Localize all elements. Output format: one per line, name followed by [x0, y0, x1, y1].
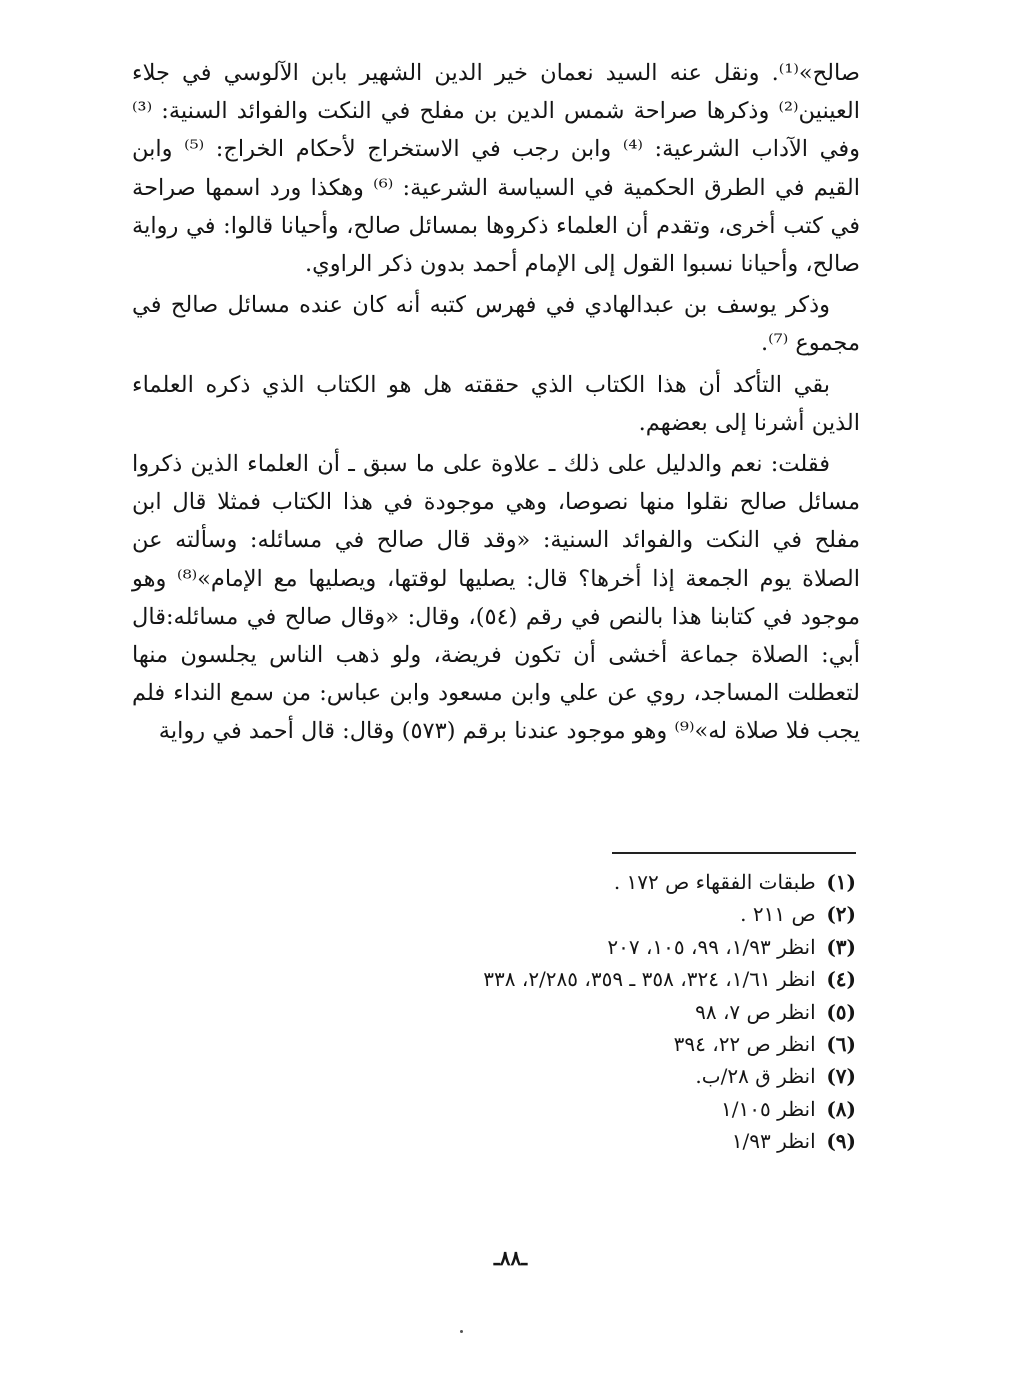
scan-speck	[460, 1330, 463, 1333]
footnote-2	[300, 898, 856, 930]
paragraph-4: فقلت: نعم والدليل على ذلك ـ علاوة على ما سبق ـ أن العلماء الذين ذكروا مسائل صالح نقلوا منها نصوصا، وهي موجودة في هذا الكتاب فمثلا قال ابن مفلح في النكت والفوائد السنية: «وقد قال صالح في مسائله: وسألته عن الصلاة يوم الجمعة إذا أخرها؟ قال: يصليها لوقتها، ويصليها مع الإمام»⁽⁸⁾ وهو موجود في كتابنا هذا بالنص في رقم (٥٤)، وقال: «وقال صالح في مسائله:قال أبي: الصلاة جماعة أخشى أن تكون فريضة، ولو ذهب الناس يجلسون منها لتعطلت المساجد، روي عن علي وابن مسعود وابن عباس: من سمع النداء فلم يجب فلا صلاة له»⁽⁹⁾ وهو موجود عندنا برقم (٥٧٣) وقال: قال أحمد في رواية	[132, 451, 861, 745]
footnote-number: (٣)	[826, 934, 856, 959]
footnote-number: (٦)	[826, 1032, 856, 1057]
footnote-number: (٥)	[826, 999, 856, 1024]
footnote-number: (٧)	[826, 1064, 856, 1089]
footnote-text: انظر ١/٦١، ٣٢٤، ٣٥٨ ـ ٣٥٩، ٢/٢٨٥، ٣٣٨	[483, 967, 816, 992]
footnote-text: انظر ص ٧، ٩٨	[695, 999, 816, 1024]
footnote-text: انظر ١/٩٣	[731, 1129, 816, 1154]
footnote-6	[300, 1028, 856, 1060]
paragraph-2: وذكر يوسف بن عبدالهادي في فهرس كتبه أنه كان عنده مسائل صالح في مجموع ⁽⁷⁾.	[132, 292, 860, 357]
footnote-1	[300, 866, 856, 898]
footnote-4	[300, 963, 856, 995]
footnote-number: (٩)	[826, 1129, 856, 1154]
footnote-text: انظر ق ٢٨/ب.	[695, 1064, 816, 1089]
footnote-text: ص ٢١١ .	[740, 902, 816, 927]
main-text	[132, 54, 860, 754]
footnote-number: (٢)	[826, 902, 856, 927]
footnote-number: (٤)	[826, 967, 856, 992]
footnote-9	[300, 1125, 856, 1157]
footnote-8	[300, 1093, 856, 1125]
paragraph-1: صالح»⁽¹⁾. ونقل عنه السيد نعمان خير الدين الشهير بابن الآلوسي في جلاء العينين⁽²⁾ وذكرها صراحة شمس الدين بن مفلح في النكت والفوائد السنية: ⁽³⁾ وفي الآداب الشرعية: ⁽⁴⁾ وابن رجب في الاستخراج لأحكام الخراج: ⁽⁵⁾ وابن القيم في الطرق الحكمية في السياسة الشرعية: ⁽⁶⁾ وهكذا ورد اسمها صراحة في كتب أخرى، وتقدم أن العلماء ذكروها بمسائل صالح، وأحيانا قالوا: في رواية صالح، وأحيانا نسبوا القول إلى الإمام أحمد بدون ذكر الراوي.	[132, 60, 860, 278]
footnotes	[300, 866, 856, 1158]
footnote-text: انظر ١/٩٣، ٩٩، ١٠٥، ٢٠٧	[607, 934, 816, 959]
footnote-7	[300, 1060, 856, 1092]
footnote-separator	[612, 852, 856, 854]
footnote-text: طبقات الفقهاء ص ١٧٢ .	[613, 870, 816, 894]
footnote-5	[300, 996, 856, 1028]
footnote-number: (١)	[826, 870, 856, 894]
paragraph-3: بقي التأكد أن هذا الكتاب الذي حققته هل هو الكتاب الذي ذكره العلماء الذين أشرنا إلى بعضهم.	[132, 371, 860, 436]
footnote-text: انظر ١/١٠٥	[721, 1096, 816, 1121]
page-number: ـ٨٨ـ	[493, 1246, 528, 1270]
footnote-text: انظر ص ٢٢، ٣٩٤	[673, 1032, 816, 1057]
footnote-3	[300, 931, 856, 963]
footnote-number: (٨)	[826, 1096, 856, 1121]
